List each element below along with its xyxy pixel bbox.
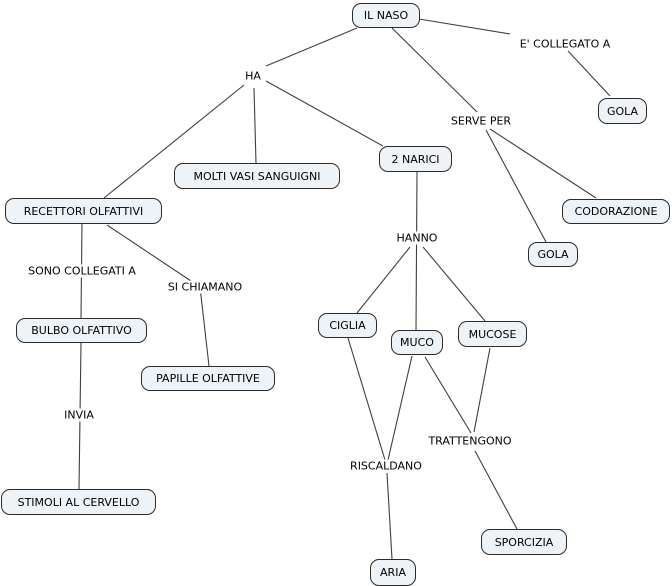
link-label-serve-per[interactable]: SERVE PER <box>448 115 514 128</box>
edge-muco-riscaldano <box>388 356 412 460</box>
edge-e-collegato-a-gola-1 <box>568 51 610 96</box>
node-molti-vasi-sanguigni[interactable]: MOLTI VASI SANGUIGNI <box>174 163 340 189</box>
edge-ha-2-narici <box>266 81 383 146</box>
edge-trattengono-sporcizia <box>475 451 517 529</box>
edge-hanno-mucose <box>423 247 485 321</box>
node-mucose[interactable]: MUCOSE <box>458 321 527 347</box>
edge-ciglia-riscaldano <box>348 338 385 460</box>
node-stimoli-al-cervello[interactable]: STIMOLI AL CERVELLO <box>1 489 156 515</box>
node-gola-top[interactable]: GOLA <box>598 98 647 124</box>
edge-recettori-si-chiamano-papille <box>107 225 209 366</box>
node-2-narici[interactable]: 2 NARICI <box>379 146 452 172</box>
edge-hanno-ciglia <box>357 247 410 313</box>
edge-il-naso-e-collegato-a <box>419 19 510 34</box>
edge-mucose-trattengono <box>474 348 490 432</box>
link-label-riscaldano[interactable]: RISCALDANO <box>347 460 425 473</box>
edge-2-narici-hanno-muco <box>416 172 417 330</box>
edge-il-naso-ha <box>266 28 357 66</box>
link-label-trattengono[interactable]: TRATTENGONO <box>425 435 514 448</box>
node-papille-olfattive[interactable]: PAPILLE OLFATTIVE <box>141 366 275 391</box>
node-recettori-olfattivi[interactable]: RECETTORI OLFATTIVI <box>5 198 162 224</box>
link-label-ha[interactable]: HA <box>242 70 264 83</box>
node-codorazione[interactable]: CODORAZIONE <box>562 199 670 224</box>
node-muco[interactable]: MUCO <box>391 330 443 355</box>
link-label-e-collegato-a[interactable]: E' COLLEGATO A <box>517 38 614 51</box>
node-sporcizia[interactable]: SPORCIZIA <box>481 529 567 555</box>
link-label-hanno[interactable]: HANNO <box>394 232 441 245</box>
link-label-si-chiamano[interactable]: SI CHIAMANO <box>165 281 245 294</box>
edge-riscaldano-aria <box>387 473 392 559</box>
node-aria[interactable]: ARIA <box>370 559 416 586</box>
link-label-invia[interactable]: INVIA <box>61 409 97 422</box>
link-label-sono-collegati-a[interactable]: SONO COLLEGATI A <box>25 265 139 278</box>
node-bulbo-olfattivo[interactable]: BULBO OLFATTIVO <box>16 318 147 343</box>
node-ciglia[interactable]: CIGLIA <box>318 313 377 338</box>
node-il-naso[interactable]: IL NASO <box>352 3 420 28</box>
edge-il-naso-serve-per <box>392 28 477 112</box>
edge-muco-trattengono <box>425 357 471 433</box>
edge-serve-per-gola-2 <box>486 130 546 242</box>
node-gola-bottom[interactable]: GOLA <box>528 242 578 267</box>
edge-ha-molti-vasi-sanguigni <box>254 88 256 163</box>
edge-serve-per-codorazione <box>490 129 596 198</box>
